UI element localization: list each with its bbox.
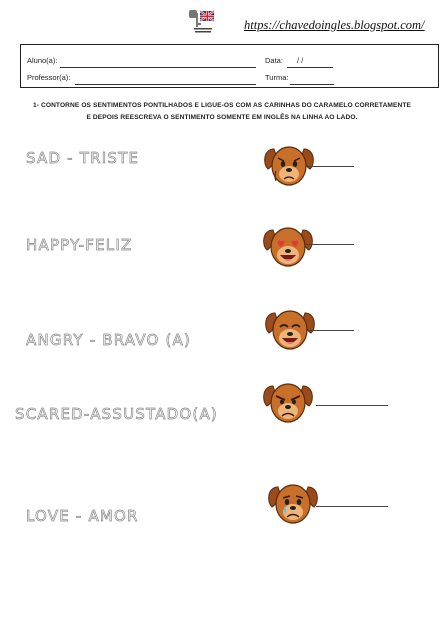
professor-field-line[interactable]	[75, 84, 256, 85]
feeling-word-angry[interactable]: ANGRY - BRAVO (A)	[26, 331, 192, 349]
instructions-line-1: 1- CONTORNE OS SENTIMENTOS PONTILHADOS E LIGUE-OS COM AS CARINHAS DO CARAMELO CORRETAMENTE	[32, 102, 412, 109]
form-row-aluno	[27, 56, 434, 70]
aluno-field-line[interactable]	[60, 67, 256, 68]
data-slashes: / /	[297, 56, 304, 65]
angry-dog-face-icon[interactable]	[261, 378, 315, 428]
data-label: Data:	[265, 56, 283, 65]
turma-field-line[interactable]	[290, 84, 334, 85]
student-info-box	[20, 44, 439, 88]
feeling-word-happy[interactable]: HAPPY-FELIZ	[26, 236, 133, 254]
data-field-line[interactable]	[287, 67, 333, 68]
aluno-label: Aluno(a):	[27, 56, 58, 65]
form-row-professor	[27, 73, 434, 87]
answer-line-scared[interactable]	[316, 405, 388, 406]
answer-line-angry[interactable]	[306, 330, 354, 331]
professor-label: Professor(a):	[27, 73, 71, 82]
feeling-word-scared[interactable]: SCARED-ASSUSTADO(A)	[15, 405, 218, 423]
blog-url-link[interactable]: https://chavedoingles.blogspot.com/	[244, 18, 425, 32]
answer-line-sad[interactable]	[306, 166, 354, 167]
instructions-text	[20, 100, 424, 124]
answer-line-happy[interactable]	[306, 244, 354, 245]
chave-do-ingles-logo-icon	[189, 10, 215, 34]
heart-eyes-dog-face-icon[interactable]	[261, 222, 315, 272]
answer-line-love[interactable]	[316, 506, 388, 507]
crying-dog-face-icon[interactable]	[266, 479, 320, 529]
feeling-word-love[interactable]: LOVE - AMOR	[26, 507, 139, 525]
feeling-word-sad[interactable]: SAD - TRISTE	[26, 149, 140, 167]
instructions-line-2: E DEPOIS REESCREVA O SENTIMENTO SOMENTE EM INGLÊS NA LINHA AO LADO.	[86, 114, 358, 121]
turma-label: Turma:	[265, 73, 289, 82]
